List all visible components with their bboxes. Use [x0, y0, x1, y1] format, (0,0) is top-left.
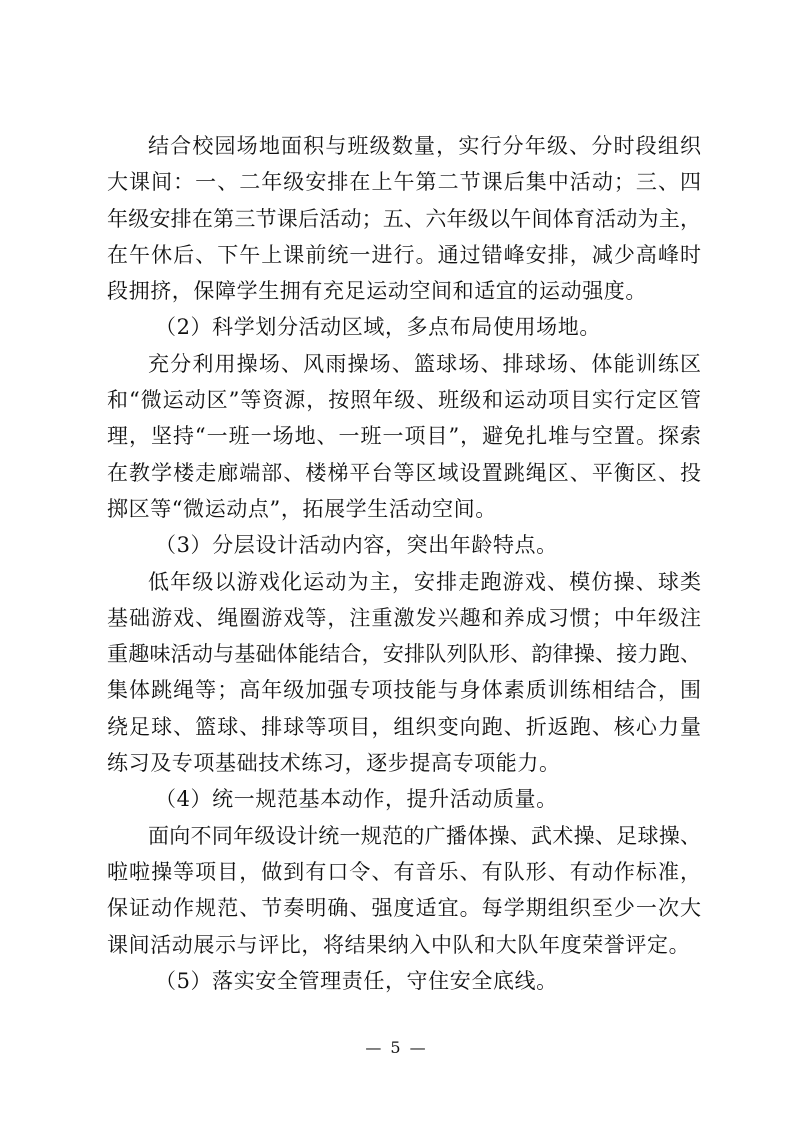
text-line: 基础游戏、绳圈游戏等，注重激发兴趣和养成习惯；中年级注 [107, 605, 701, 630]
text-line: 集体跳绳等；高年级加强专项技能与身体素质训练相结合，围 [107, 678, 701, 703]
text-line: 段拥挤，保障学生拥有充足运动空间和适宜的运动强度。 [107, 279, 647, 304]
section-heading [107, 781, 701, 817]
text-line: （3）分层设计活动内容，突出年龄特点。 [155, 533, 558, 558]
text-line: （4）统一规范基本动作，提升活动质量。 [155, 787, 558, 812]
text-line: 结合校园场地面积与班级数量，实行分年级、分时段组织 [148, 134, 701, 158]
text-line: 绕足球、篮球、排球等项目，组织变向跑、折返跑、核心力量 [107, 714, 701, 739]
document-body [107, 128, 701, 999]
text-line: 大课间：一、二年级安排在上午第二节课后集中活动；三、四 [107, 170, 701, 195]
text-line: 和“微运动区”等资源，按照年级、班级和运动项目实行定区管 [107, 388, 701, 413]
text-line: 低年级以游戏化运动为主，安排走跑游戏、模仿操、球类 [148, 569, 701, 594]
paragraph [107, 128, 701, 309]
text-line: 理，坚持“一班一场地、一班一项目”，避免扎堆与空置。探索 [107, 424, 701, 449]
paragraph [107, 346, 701, 527]
text-line: 年级安排在第三节课后活动；五、六年级以午间体育活动为主， [107, 206, 701, 231]
text-line: 重趣味活动与基础体能结合，安排队列队形、韵律操、接力跑、 [107, 642, 701, 667]
section-heading [107, 963, 701, 999]
text-line: 在教学楼走廊端部、楼梯平台等区域设置跳绳区、平衡区、投 [107, 460, 701, 485]
text-line: （2）科学划分活动区域，多点布局使用场地。 [155, 315, 601, 340]
paragraph [107, 818, 701, 963]
text-line: 面向不同年级设计统一规范的广播体操、武术操、足球操、 [148, 823, 701, 848]
text-line: 练习及专项基础技术练习，逐步提高专项能力。 [107, 751, 561, 776]
text-line: 保证动作规范、节奏明确、强度适宜。每学期组织至少一次大 [107, 896, 701, 921]
text-line: 课间活动展示与评比，将结果纳入中队和大队年度荣誉评定。 [107, 932, 691, 957]
section-heading [107, 309, 701, 345]
section-heading [107, 527, 701, 563]
text-line: 充分利用操场、风雨操场、篮球场、排球场、体能训练区 [148, 351, 701, 376]
text-line: 啦啦操等项目，做到有口令、有音乐、有队形、有动作标准， [107, 859, 701, 884]
text-line: 掷区等“微运动点”，拓展学生活动空间。 [107, 496, 497, 521]
paragraph [107, 564, 701, 782]
text-line: 在午休后、下午上课前统一进行。通过错峰安排，减少高峰时 [107, 242, 701, 267]
text-line: （5）落实安全管理责任，守住安全底线。 [155, 968, 558, 993]
page-number: — 5 — [365, 1038, 428, 1057]
